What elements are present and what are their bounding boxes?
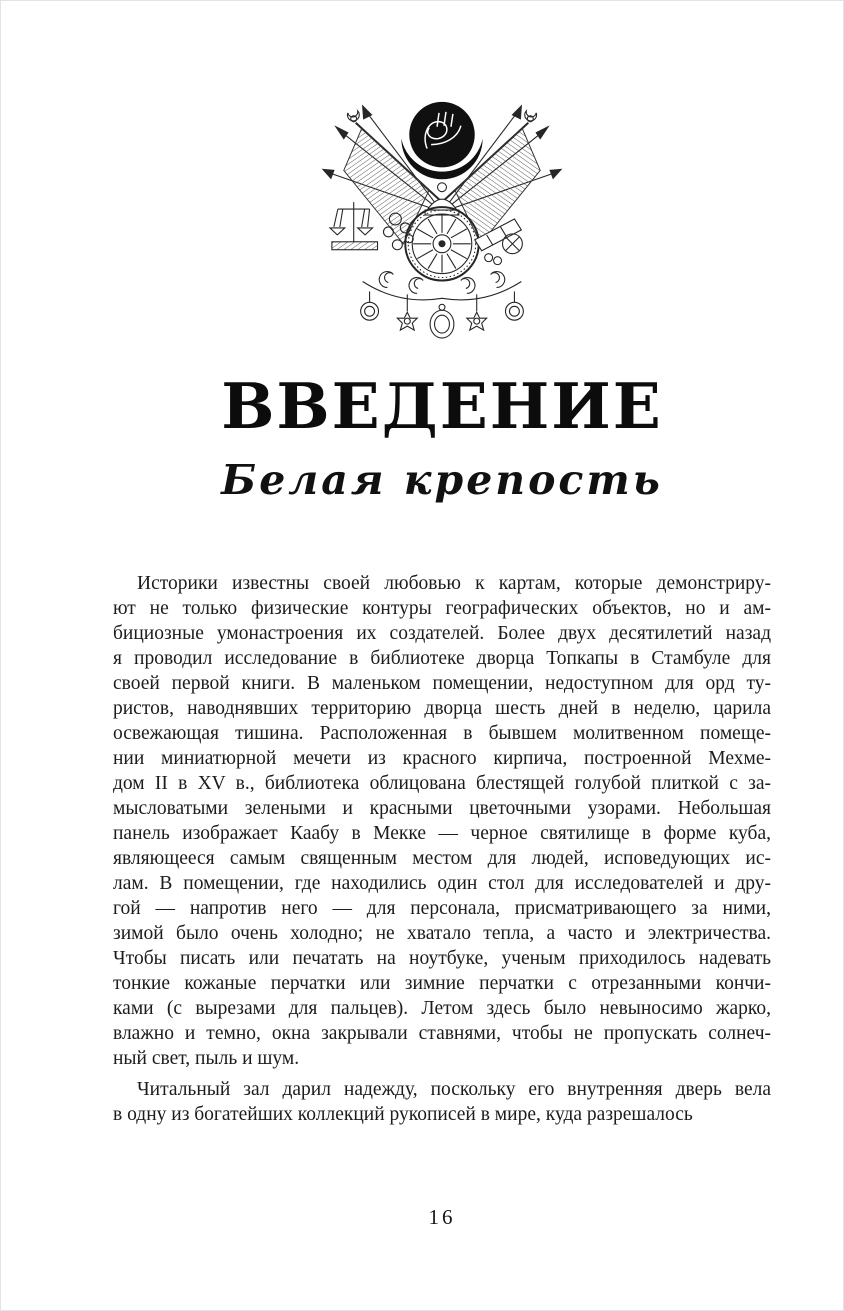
text-line: ками (с вырезами для пальцев). Летом здесь было невыносимо жарко,: [113, 998, 771, 1019]
text-line: в одну из богатейших коллекций рукописей в мире, куда разрешалось: [113, 1104, 693, 1125]
body-text: [113, 571, 771, 1127]
text-line: дом II в XV в., библиотека облицована блестящей голубой плиткой с за-: [113, 773, 771, 794]
text-line: Чтобы писать или печатать на ноутбуке, ученым приходилось надевать: [113, 948, 771, 969]
text-line: тонкие кожаные перчатки или зимние перчатки с отрезанными кончи-: [113, 973, 771, 994]
text-line: я проводил исследование в библиотеке дворца Топкапы в Стамбуле для: [113, 648, 771, 669]
text-line: нии миниатюрной мечети из красного кирпича, построенной Мехме-: [113, 748, 771, 769]
text-line: лам. В помещении, где находились один стол для исследователей и дру-: [113, 873, 771, 894]
chapter-subtitle: Белая крепость: [221, 456, 663, 504]
text-line: бициозные умонастроения их создателей. Более двух десятилетий назад: [113, 623, 771, 644]
text-line: своей первой книги. В маленьком помещении, недоступном для орд ту-: [113, 673, 771, 694]
text-line: мысловатыми зелеными и красными цветочными узорами. Небольшая: [113, 798, 771, 819]
text-line: панель изображает Каабу в Мекке — черное святилище в форме куба,: [113, 823, 771, 844]
paragraph-2: [113, 1077, 771, 1127]
text-line: ристов, наводнявших территорию дворца шесть дней в неделю, царила: [113, 698, 771, 719]
text-line: влажно и темно, окна закрывали ставнями, чтобы не пропускать солнеч-: [113, 1023, 771, 1044]
page-number: 16: [428, 1205, 456, 1229]
text-line: зимой было очень холодно; не хватало тепла, а часто и электричества.: [113, 923, 771, 944]
text-line: Читальный зал дарил надежду, поскольку его внутренняя дверь вела: [137, 1079, 771, 1100]
chapter-title: ВВЕДЕНИЕ: [221, 369, 663, 443]
text-line: являющееся самым священным местом для людей, исповедующих ис-: [113, 848, 771, 869]
text-line: ют не только физические контуры географических объектов, но и ам-: [113, 598, 771, 619]
text-line: освежающая тишина. Расположенная в бывшем молитвенном помеще-: [113, 723, 771, 744]
ottoman-coat-of-arms-icon: [317, 93, 567, 341]
paragraph-1: [113, 571, 771, 1071]
text-line: Историки известны своей любовью к картам, которые демонстриру-: [137, 573, 771, 594]
text-line: ный свет, пыль и шум.: [113, 1048, 300, 1069]
text-line: гой — напротив него — для персонала, присматривающего за ними,: [113, 898, 771, 919]
